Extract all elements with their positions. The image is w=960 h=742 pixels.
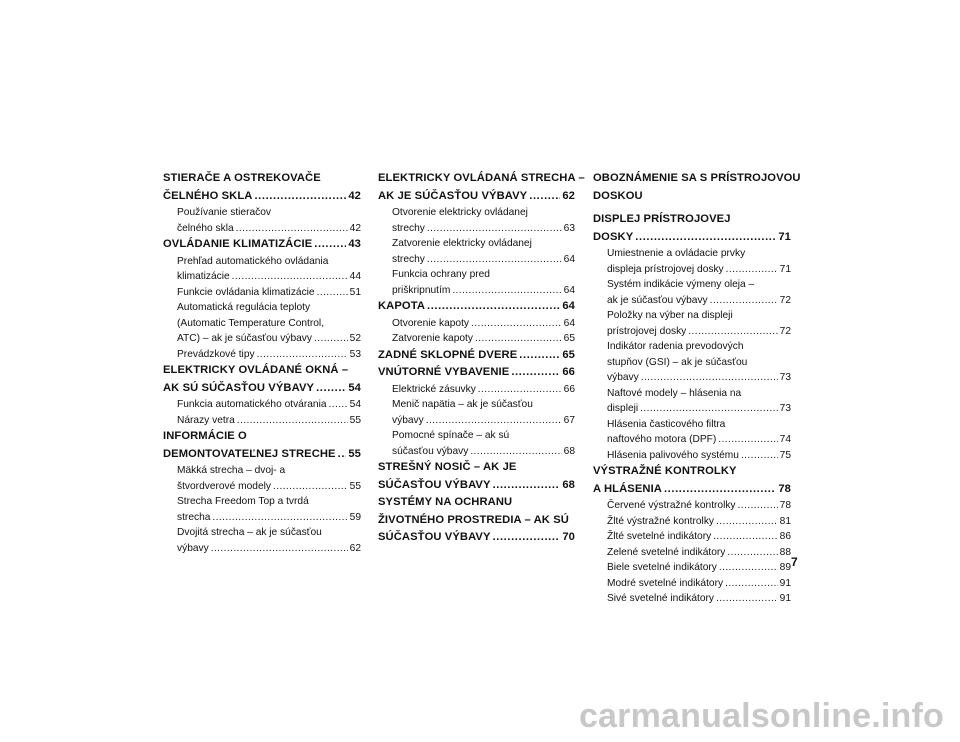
dot-leader [232,269,348,285]
toc-entry-title: Modré svetelné indikátory [607,577,724,589]
toc-entry-row [593,481,791,499]
toc-page-number: 66 [562,366,575,378]
toc-page-number: 53 [349,348,361,360]
toc-entry-row [593,229,791,247]
dot-leader [493,529,561,547]
toc-page-number: 71 [778,230,791,243]
dot-leader [273,479,348,495]
toc-subentry[interactable] [378,382,575,398]
toc-entry-row [593,560,791,576]
dot-leader [519,347,560,365]
toc-entry-row [378,413,575,429]
toc-subentry[interactable] [378,397,575,428]
toc-subentry[interactable] [593,417,791,448]
toc-section-heading[interactable] [378,494,575,547]
toc-entry-title: Zelené svetelné indikátory [607,546,726,558]
dot-leader [688,324,777,340]
toc-entry-row [378,331,575,347]
toc-entry-title: Biele svetelné indikátory [607,562,717,573]
toc-entry-line: Pomocné spínače – ak sú [392,430,510,441]
toc-page-number: 55 [348,447,361,460]
toc-entry-row [378,316,575,332]
toc-subentry[interactable] [163,254,361,285]
toc-subentry[interactable] [378,428,575,459]
toc-page-number: 51 [349,286,361,298]
toc-entry-title: KAPOTA [378,300,426,312]
dot-leader [710,293,778,309]
toc-entry-row [163,380,361,398]
toc-entry-title: naftového motora (DPF) [607,434,717,445]
toc-entry-title: displeji [607,403,639,414]
toc-column-3 [593,170,801,607]
toc-entry-row [593,262,791,278]
toc-subentry[interactable] [378,267,575,298]
toc-entry-line: ELEKTRICKY OVLÁDANÁ STRECHA – [378,172,585,184]
toc-subentry[interactable] [163,205,361,236]
toc-column-1 [163,170,361,556]
toc-entry-row [593,591,791,607]
toc-page-number: 44 [349,271,361,282]
toc-entry-title: strecha [177,511,211,523]
toc-page-number: 73 [779,372,791,383]
dot-leader [452,283,561,299]
toc-entry-line: stupňov (GSI) – ak je súčasťou [607,356,748,368]
toc-section-heading[interactable] [593,170,801,205]
page-number: 7 [791,555,798,569]
toc-entry-title: AK JE SÚČASŤOU VÝBAVY [378,189,528,202]
toc-page-number: 88 [779,546,791,558]
dot-leader [314,236,346,254]
toc-subentry[interactable] [378,331,575,347]
toc-page-number: 91 [779,577,791,589]
toc-entry-line: Umiestnenie a ovládacie prvky [607,248,746,259]
dot-leader [529,188,560,206]
dot-leader [478,382,562,398]
dot-leader [329,397,348,413]
toc-entry-title: ak je súčasťou výbavy [607,294,708,306]
toc-page-number: 72 [779,294,791,306]
toc-entry-row [593,401,791,417]
toc-entry-title: Nárazy vetra [177,414,235,426]
dot-leader [426,413,562,429]
toc-entry-title: Funkcie ovládania klimatizácie [177,286,315,298]
toc-section-heading[interactable] [378,364,575,382]
toc-entry-row [163,446,361,464]
toc-entry-title: Zatvorenie kapoty [392,333,473,344]
toc-entry-row [378,283,575,299]
toc-entry-title: ČELNÉHO SKLA [163,189,253,202]
dot-leader [211,541,348,557]
toc-entry-line: Zatvorenie elektricky ovládanej [392,238,532,249]
toc-subentry[interactable] [378,205,575,236]
toc-page-number: 74 [779,434,791,445]
toc-entry-line: Automatická regulácia teploty [177,302,311,313]
toc-subentry[interactable] [163,397,361,413]
toc-page-number: 73 [779,403,791,414]
toc-entry-title: displeja prístrojovej dosky [607,263,724,275]
toc-subentry[interactable] [593,560,791,576]
dot-leader [718,432,777,448]
dot-leader [471,316,562,332]
toc-entry-title: štvordverové modely [177,480,271,492]
toc-page-number: 64 [563,253,575,265]
dot-leader [254,188,346,206]
toc-entry-line: OBOZNÁMENIE SA S PRÍSTROJOVOU [593,172,801,184]
toc-page-number: 42 [348,189,361,202]
toc-page-number: 66 [563,383,575,395]
toc-entry-title: SÚČASŤOU VÝBAVY [378,478,491,491]
toc-entry-line: Funkcia ochrany pred [392,269,490,280]
toc-subentry[interactable] [163,494,361,525]
toc-page-number: 52 [349,333,361,344]
toc-entry-row [378,298,575,316]
toc-subentry[interactable] [593,339,791,386]
dot-leader [470,444,561,460]
dot-leader [237,413,348,429]
toc-entry-row [163,221,361,237]
toc-entry-line: Položky na výber na displeji [607,310,733,321]
toc-entry-row [163,397,361,413]
dot-leader [726,262,778,278]
toc-entry-row [378,364,575,382]
toc-subentry[interactable] [593,529,791,545]
toc-section-heading[interactable] [378,347,575,365]
toc-entry-line: ŽIVOTNÉHO PROSTREDIA – AK SÚ [378,513,569,526]
toc-entry-line: Dvojitá strecha – ak je súčasťou [177,527,322,538]
dot-leader [212,510,347,526]
dot-leader [719,560,778,576]
toc-entry-title: Funkcia automatického otvárania [177,399,327,410]
toc-entry-title: VNÚTORNÉ VYBAVENIE [378,366,510,378]
dot-leader [716,591,778,607]
toc-subentry[interactable] [593,308,791,339]
toc-entry-title: prístrojovej dosky [607,325,687,337]
toc-entry-title: ZADNÉ SKLOPNÉ DVERE [378,348,518,361]
toc-page-number: 54 [349,399,361,410]
toc-page-number: 71 [779,263,791,275]
toc-entry-row [593,529,791,545]
toc-entry-title: klimatizácie [177,271,230,282]
toc-entry-line: ELEKTRICKY OVLÁDANÉ OKNÁ – [163,364,349,376]
toc-entry-row [163,285,361,301]
toc-entry-line: Indikátor radenia prevodových [607,341,744,352]
toc-entry-line: Menič napätia – ak je súčasťou [392,399,533,410]
dot-leader [475,331,562,347]
toc-entry-line: VÝSTRAŽNÉ KONTROLKY [593,465,737,477]
toc-entry-row [593,576,791,592]
toc-page-number: 63 [563,222,575,234]
dot-leader [716,514,778,530]
toc-entry-line: Naftové modely – hlásenia na [607,387,742,399]
toc-subentry[interactable] [593,386,791,417]
dot-leader [317,285,348,301]
dot-leader [727,545,777,561]
toc-entry-title: Červené výstražné kontrolky [607,500,736,511]
toc-page-number: 64 [563,284,575,296]
dot-leader [511,364,560,382]
toc-subentry[interactable] [163,463,361,494]
toc-entry-row [593,293,791,309]
toc-entry-row [593,324,791,340]
watermark: carmanualsonline.info [578,697,944,735]
toc-entry-title: Sivé svetelné indikátory [607,593,715,604]
toc-section-heading[interactable] [593,463,791,498]
toc-section-heading[interactable] [163,236,361,254]
toc-entry-title: Žlté výstražné kontrolky [607,515,715,527]
toc-entry-title: Hlásenia palivového systému [607,449,739,461]
toc-page-number: 75 [779,449,791,461]
toc-page-number: 78 [779,500,791,511]
toc-entry-row [163,269,361,285]
toc-subentry[interactable] [593,514,791,530]
toc-entry-line: Strecha Freedom Top a tvrdá [177,496,309,507]
dot-leader [316,380,346,398]
toc-section-heading[interactable] [378,298,575,316]
toc-subentry[interactable] [163,300,361,347]
toc-subentry[interactable] [593,246,791,277]
toc-entry-row [378,529,575,547]
toc-page-number: 78 [778,482,791,495]
toc-subentry[interactable] [593,576,791,592]
toc-entry-row [163,188,361,206]
dot-leader [725,576,778,592]
toc-section-heading[interactable] [593,211,791,246]
toc-entry-line: STREŠNÝ NOSIČ – AK JE [378,461,517,473]
toc-page-number: 55 [349,414,361,426]
toc-subentry[interactable] [163,285,361,301]
dot-leader [664,481,776,499]
toc-page-number: 67 [563,414,575,426]
toc-entry-title: AK SÚ SÚČASŤOU VÝBAVY [163,381,315,394]
toc-entry-title: Otvorenie kapoty [392,317,470,329]
toc-entry-title: SÚČASŤOU VÝBAVY [378,531,491,543]
toc-subentry[interactable] [593,545,791,561]
toc-page-number: 68 [562,478,575,491]
toc-column-2 [378,170,585,547]
toc-entry-title: DEMONTOVATEĽNEJ STRECHE [163,447,336,460]
toc-entry-title: Prevádzkové tipy [177,348,255,360]
toc-entry-title: výbavy [607,372,639,383]
toc-page-number: 64 [562,300,575,312]
dot-leader [314,331,348,347]
toc-entry-title: strechy [392,253,425,265]
toc-entry-line: DISPLEJ PRÍSTROJOVEJ [593,213,731,225]
toc-entry-title: ATC) – ak je súčasťou výbavy [177,333,312,344]
toc-subentry[interactable] [593,498,791,514]
toc-entry-row [163,331,361,347]
toc-page-number: 70 [562,531,575,543]
toc-entry-line: STIERAČE A OSTREKOVAČE [163,172,321,184]
toc-page-number: 81 [779,515,791,527]
dot-leader [427,221,562,237]
dot-leader [338,446,347,464]
toc-entry-row [163,479,361,495]
toc-entry-row [593,545,791,561]
toc-entry-title: DOSKY [593,230,634,243]
toc-entry-line: Hlásenia časticového filtra [607,418,726,430]
toc-entry-row [593,514,791,530]
dot-leader [713,529,777,545]
toc-entry-line: (Automatic Temperature Control, [177,317,325,329]
toc-page-number: 62 [562,189,575,202]
toc-subentry[interactable] [378,316,575,332]
toc-entry-line: Prehľad automatického ovládania [177,255,329,267]
toc-page-number: 43 [348,238,361,250]
toc-page-number: 65 [562,348,575,361]
toc-entry-row [163,413,361,429]
toc-section-heading[interactable] [378,170,585,205]
toc-entry-title: OVLÁDANIE KLIMATIZÁCIE [163,238,313,250]
toc-section-heading[interactable] [163,170,361,205]
dot-leader [257,347,348,363]
toc-subentry[interactable] [593,448,791,464]
dot-leader [641,370,778,386]
toc-entry-row [378,477,575,495]
toc-section-heading[interactable] [378,459,575,494]
toc-entry-row [593,498,791,514]
toc-page-number: 62 [349,542,361,554]
toc-entry-title: súčasťou výbavy [392,445,469,457]
toc-entry-row [163,236,361,254]
toc-entry-line: Používanie stieračov [177,207,272,218]
toc-page-number: 65 [563,333,575,344]
toc-entry-line: Systém indikácie výmeny oleja – [607,279,755,290]
toc-subentry[interactable] [163,347,361,363]
toc-entry-title: priškripnutím [392,284,451,296]
toc-entry-title: čelného skla [177,222,234,234]
toc-entry-title: Elektrické zásuvky [392,383,476,395]
toc-entry-row [378,221,575,237]
dot-leader [427,298,560,316]
toc-entry-line: DOSKOU [593,189,643,202]
toc-page-number: 72 [779,325,791,337]
toc-entry-row [593,432,791,448]
dot-leader [236,221,348,237]
toc-entry-row [378,347,575,365]
toc-entry-row [378,382,575,398]
toc-subentry[interactable] [593,277,791,308]
toc-entry-row [378,188,575,206]
toc-entry-row [163,347,361,363]
toc-entry-row [593,448,791,464]
toc-page-number: 86 [779,531,791,542]
toc-page-number: 42 [349,222,361,234]
toc-section-heading[interactable] [163,362,361,397]
toc-page-number: 68 [563,445,575,457]
toc-page-number: 89 [779,562,791,573]
dot-leader [427,252,562,268]
toc-entry-row [163,541,361,557]
toc-entry-row [378,444,575,460]
toc-page-number: 91 [779,593,791,604]
toc-page-number: 55 [349,480,361,492]
toc-entry-title: strechy [392,222,425,234]
toc-page-number: 54 [348,381,361,394]
dot-leader [640,401,778,417]
toc-entry-row [593,370,791,386]
toc-entry-line: INFORMÁCIE O [163,430,247,442]
toc-entry-line: SYSTÉMY NA OCHRANU [378,496,513,508]
toc-entry-title: A HLÁSENIA [593,482,662,495]
toc-subentry[interactable] [593,591,791,607]
dot-leader [738,498,778,514]
toc-subentry[interactable] [378,236,575,267]
dot-leader [741,448,778,464]
toc-subentry[interactable] [163,525,361,556]
toc-entry-title: výbavy [392,414,424,426]
toc-subentry[interactable] [163,413,361,429]
toc-entry-row [378,252,575,268]
toc-entry-line: Mäkká strecha – dvoj- a [177,465,286,476]
toc-page-number: 64 [563,317,575,329]
toc-entry-title: Žlté svetelné indikátory [607,531,712,542]
toc-entry-title: výbavy [177,542,209,554]
toc-entry-row [163,510,361,526]
toc-section-heading[interactable] [163,428,361,463]
dot-leader [493,477,561,495]
toc-page-number: 59 [349,511,361,523]
dot-leader [635,229,776,247]
toc-entry-line: Otvorenie elektricky ovládanej [392,207,528,218]
